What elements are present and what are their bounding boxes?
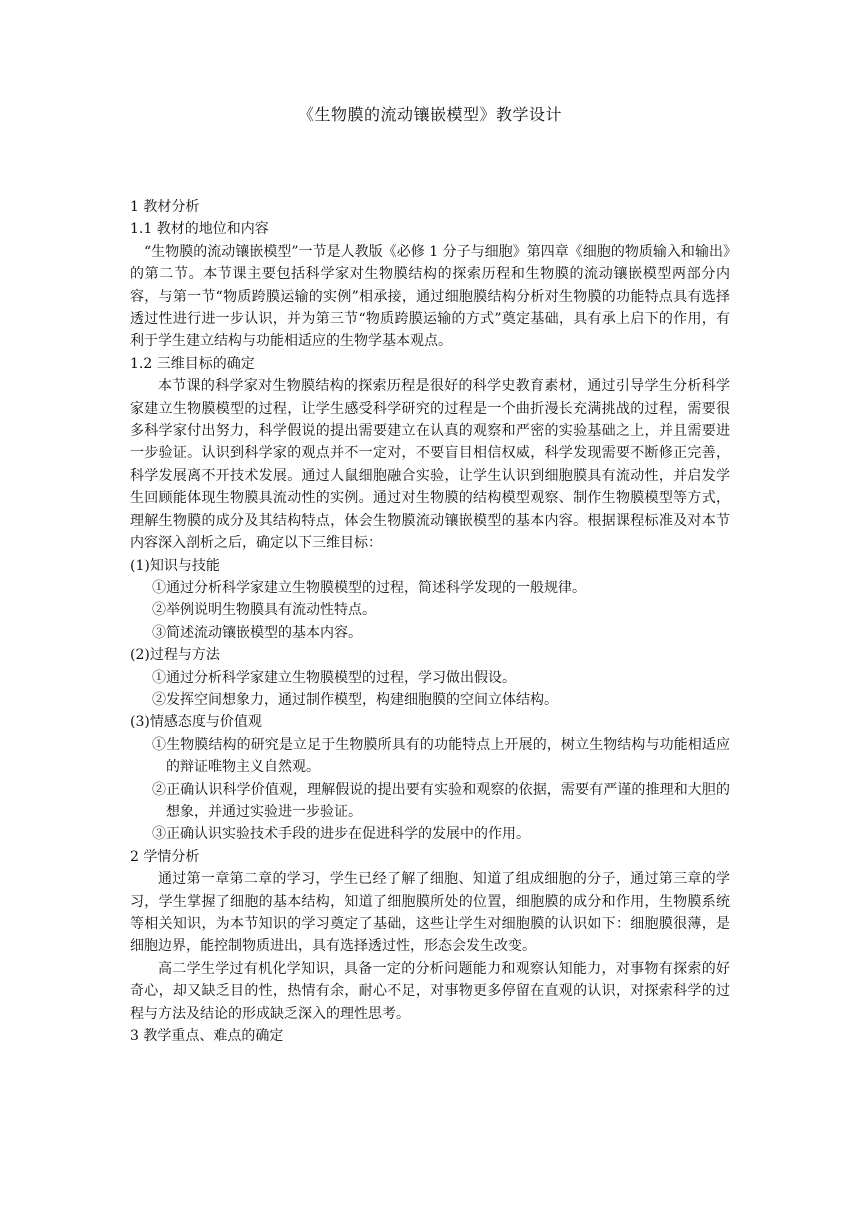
paragraph-student-analysis-2: 高二学生学过有机化学知识，具备一定的分析问题能力和观察认知能力，对事物有探索的好奇心，却又缺乏目的性，热情有余，耐心不足，对事物更多停留在直观的认识，对探索科学的过程与方法及结论的形成缺乏深入的理性思考。 [130, 960, 730, 1022]
subsection-heading-1-2: 1.2 三维目标的确定 [130, 355, 255, 372]
goal-item: ②发挥空间想象力，通过制作模型，构建细胞膜的空间立体结构。 [152, 691, 558, 708]
paragraph-textbook-position: “生物膜的流动镶嵌模型”一节是人教版《必修 1 分子与细胞》第四章《细胞的物质输入和输出》的第二节。本节课主要包括科学家对生物膜结构的探索历程和生物膜的流动镶嵌模型两部分内容，与第一节“物质跨膜运输的实例”相承接，通过细胞膜结构分析对生物膜的功能特点具有选择透过性进行进一步认识，并为第三节“物质跨膜运输的方式”奠定基础，具有承上启下的作用，有利于学生建立结构与功能相适应的生物学基本观点。 [130, 243, 730, 350]
goal-item: ①通过分析科学家建立生物膜模型的过程，学习做出假设。 [152, 669, 516, 686]
goal-item: ③正确认识实验技术手段的进步在促进科学的发展中的作用。 [152, 826, 530, 843]
section-heading-3: 3 教学重点、难点的确定 [130, 1028, 284, 1045]
subsection-heading-1-1: 1.1 教材的地位和内容 [130, 221, 269, 238]
section-heading-2: 2 学情分析 [130, 848, 200, 865]
goal-heading-process: (2)过程与方法 [130, 647, 220, 664]
paragraph-student-analysis-1: 通过第一章第二章的学习，学生已经了解了细胞、知道了组成细胞的分子，通过第三章的学习，学生掌握了细胞的基本结构，知道了细胞膜所处的位置，细胞膜的成分和作用，生物膜系统等相关知识，为本节知识的学习奠定了基础，这些让学生对细胞膜的认识如下：细胞膜很薄，是细胞边界，能控制物质进出，具有选择透过性，形态会发生改变。 [130, 871, 730, 955]
paragraph-three-dimensional-goals: 本节课的科学家对生物膜结构的探索历程是很好的科学史教育素材，通过引导学生分析科学家建立生物膜模型的过程，让学生感受科学研究的过程是一个曲折漫长充满挑战的过程，需要很多科学家付出努力，科学假说的提出需要建立在认真的观察和严密的实验基础之上，并且需要进一步验证。认识到科学家的观点并不一定对，不要盲目相信权威，科学发现需要不断修正完善，科学发展离不开技术发展。通过人鼠细胞融合实验，让学生认识到细胞膜具有流动性，并启发学生回顾能体现生物膜具流动性的实例。通过对生物膜的结构模型观察、制作生物膜模型等方式，理解生物膜的成分及其结构特点，体会生物膜流动镶嵌模型的基本内容。根据课程标准及对本节内容深入剖析之后，确定以下三维目标： [130, 378, 730, 552]
goal-item: ①通过分析科学家建立生物膜模型的过程，简述科学发现的一般规律。 [152, 579, 586, 596]
goal-item: ③简述流动镶嵌模型的基本内容。 [152, 624, 362, 641]
goal-item: ②举例说明生物膜具有流动性特点。 [152, 602, 376, 619]
goal-item: ②正确认识科学价值观，理解假说的提出要有实验和观察的依据，需要有严谨的推理和大胆的想象，并通过实验进一步验证。 [152, 781, 730, 820]
document-body [130, 196, 730, 1047]
document-title: 《生物膜的流动镶嵌模型》教学设计 [297, 105, 562, 124]
goal-heading-knowledge: (1)知识与技能 [130, 557, 220, 574]
goal-item: ①生物膜结构的研究是立足于生物膜所具有的功能特点上开展的，树立生物结构与功能相适应的辩证唯物主义自然观。 [152, 736, 730, 776]
section-heading-1: 1 教材分析 [130, 199, 200, 215]
goal-heading-attitude: (3)情感态度与价值观 [130, 714, 262, 731]
